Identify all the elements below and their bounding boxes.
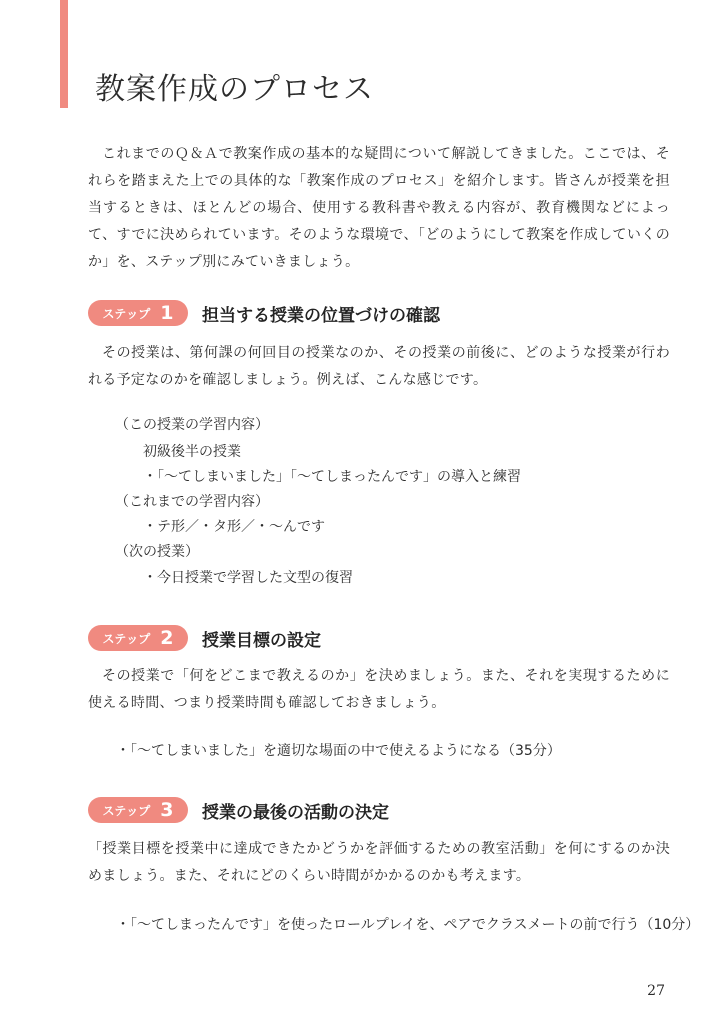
- step-2-body: その授業で「何をどこまで教えるのか」を決めましょう。また、それを実現するために使える時間、つまり授業時間も確認しておきましょう。: [88, 668, 670, 711]
- example-line: ・「〜てしまいました」「〜てしまったんです」の導入と練習: [143, 469, 521, 485]
- example-line: ・テ形／・タ形／・〜んです: [143, 519, 325, 535]
- example-line: （次の授業）: [115, 544, 199, 560]
- step-2-badge: [88, 625, 188, 651]
- example-line: ・今日授業で学習した文型の復習: [143, 570, 353, 586]
- step-3-bullet: ・「〜てしまったんです」を使ったロールプレイを、ペアでクラスメートの前で行う（10分）: [116, 917, 700, 933]
- example-line: 初級後半の授業: [143, 444, 241, 460]
- step-2-badge-label: ステップ: [102, 631, 151, 646]
- step-2-number: 2: [160, 627, 174, 649]
- step-3-title: 授業の最後の活動の決定: [202, 802, 389, 823]
- step-1-body: その授業は、第何課の何回目の授業なのか、その授業の前後に、どのような授業が行われる予定なのかを確認しましょう。例えば、こんな感じです。: [88, 345, 670, 388]
- step-1-header: [88, 300, 440, 326]
- intro-paragraph: これまでのＱ＆Ａで教案作成の基本的な疑問について解説してきました。ここでは、それらを踏まえた上での具体的な「教案作成のプロセス」を紹介します。皆さんが授業を担当するときは、ほとんどの場合、使用する教科書や教える内容が、教育機関などによって、すでに決められています。そのような環境で、「どのようにして教案を作成していくのか」を、ステップ別にみていきましょう。: [88, 146, 670, 270]
- step-3-badge: [88, 797, 188, 823]
- step-1-title: 担当する授業の位置づけの確認: [202, 305, 440, 326]
- step-3-body: 「授業目標を授業中に達成できたかどうかを評価するための教室活動」を何にするのか決めましょう。また、それにどのくらい時間がかかるのかも考えます。: [88, 841, 670, 884]
- example-line: （これまでの学習内容）: [115, 494, 269, 510]
- step-1-number: 1: [160, 302, 174, 324]
- page-title: 教案作成のプロセス: [95, 72, 374, 107]
- step-3-badge-label: ステップ: [102, 803, 151, 818]
- step-3-header: [88, 797, 389, 823]
- step-2-header: [88, 625, 321, 651]
- step-2-bullet: ・「〜てしまいました」を適切な場面の中で使えるようになる（35分）: [116, 743, 561, 759]
- example-line: （この授業の学習内容）: [115, 417, 269, 433]
- step-2-title: 授業目標の設定: [202, 630, 321, 651]
- page-number: 27: [647, 983, 665, 999]
- step-3-number: 3: [160, 799, 174, 821]
- step-1-badge: [88, 300, 188, 326]
- title-accent-bar: [60, 0, 68, 108]
- step-1-badge-label: ステップ: [102, 306, 151, 321]
